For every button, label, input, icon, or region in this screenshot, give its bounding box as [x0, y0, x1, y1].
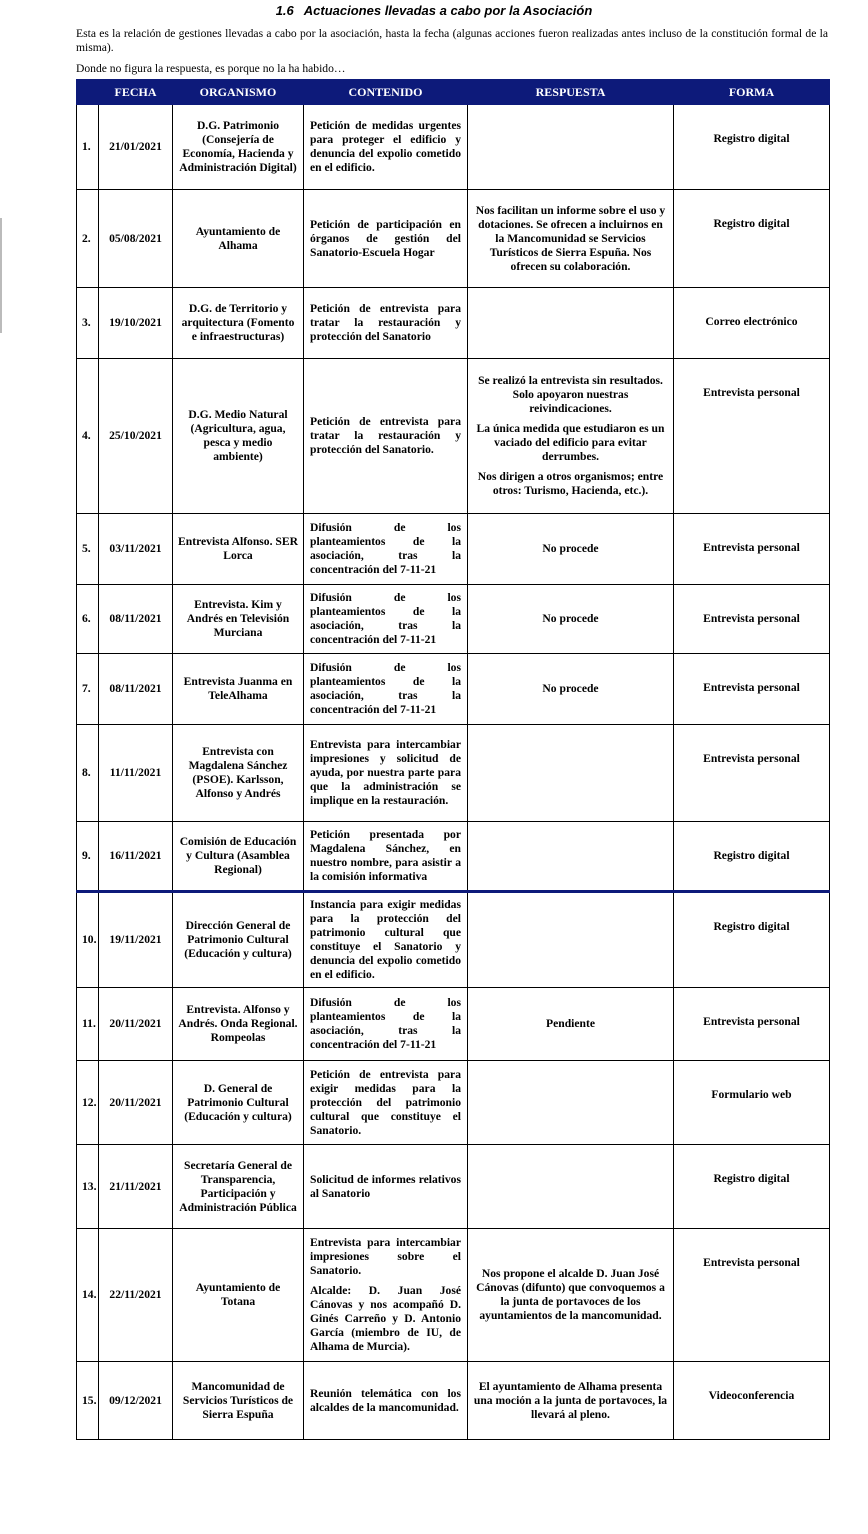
row-number: 3.: [77, 288, 99, 359]
row-fecha: 03/11/2021: [99, 514, 173, 585]
row-fecha: 09/12/2021: [99, 1362, 173, 1440]
row-number: 14.: [77, 1229, 99, 1362]
row-respuesta: [468, 1229, 674, 1362]
table-row: [77, 892, 830, 988]
section-number: 1.6: [275, 3, 294, 18]
row-contenido: [304, 725, 468, 822]
contenido-paragraph: Petición de entrevista para tratar la restauración y protección del Sanatorio.: [310, 415, 461, 456]
row-fecha: 20/11/2021: [99, 988, 173, 1061]
table-row: [77, 190, 830, 288]
respuesta-paragraph: No procede: [542, 612, 599, 625]
row-number: 10.: [77, 892, 99, 988]
row-contenido: [304, 822, 468, 892]
respuesta-paragraph: Nos facilitan un informe sobre el uso y dotaciones. Se ofrecen a incluirnos en la Mancomunidad se Servicios Turísticos de Sierra Espuña. Nos ofrecen su colaboración.: [475, 203, 666, 273]
section-heading: [0, 3, 868, 18]
row-respuesta: [468, 585, 674, 654]
row-contenido: [304, 988, 468, 1061]
contenido-paragraph: Petición de entrevista para tratar la restauración y protección del Sanatorio: [310, 302, 461, 343]
row-forma: Registro digital: [674, 105, 830, 190]
header-organismo: ORGANISMO: [173, 80, 304, 105]
row-organismo: D.G. Patrimonio (Consejería de Economía, Hacienda y Administración Digital): [173, 105, 304, 190]
contenido-paragraph: Difusión de los planteamientos de la asociación, tras la concentración del 7-11-21: [310, 661, 461, 716]
contenido-paragraph: Instancia para exigir medidas para la protección del patrimonio cultural que constituye el Sanatorio y denuncia del expolio cometido en el edificio.: [310, 898, 461, 981]
row-contenido: [304, 1061, 468, 1145]
row-forma: Registro digital: [674, 822, 830, 892]
contenido-paragraph: Petición de medidas urgentes para proteger el edificio y denuncia del expolio cometido en el edificio.: [310, 119, 461, 174]
row-contenido: [304, 892, 468, 988]
row-fecha: 05/08/2021: [99, 190, 173, 288]
respuesta-paragraph: Nos propone el alcalde D. Juan José Cánovas (difunto) que convoquemos a la junta de portavoces de los ayuntamientos de la mancomunidad.: [476, 1267, 665, 1322]
row-forma: Formulario web: [674, 1061, 830, 1145]
row-organismo: Entrevista Juanma en TeleAlhama: [173, 654, 304, 725]
row-fecha: 22/11/2021: [99, 1229, 173, 1362]
row-number: 8.: [77, 725, 99, 822]
row-fecha: 20/11/2021: [99, 1061, 173, 1145]
row-fecha: 19/10/2021: [99, 288, 173, 359]
row-respuesta: [468, 1061, 674, 1145]
contenido-paragraph: Alcalde: D. Juan José Cánovas y nos acompañó D. Ginés Carreño y D. Antonio García (miembro de IU, de Alhama de Murcia).: [310, 1284, 461, 1353]
row-organismo: Mancomunidad de Servicios Turísticos de Sierra Espuña: [173, 1362, 304, 1440]
respuesta-paragraph: No procede: [542, 682, 599, 695]
row-fecha: 21/01/2021: [99, 105, 173, 190]
table-row: [77, 514, 830, 585]
table-body: [77, 105, 830, 1440]
row-organismo: Secretaría General de Transparencia, Participación y Administración Pública: [173, 1145, 304, 1229]
row-forma: Entrevista personal: [674, 654, 830, 725]
contenido-paragraph: Solicitud de informes relativos al Sanatorio: [310, 1172, 461, 1200]
margin-rule: [0, 218, 2, 333]
row-contenido: [304, 359, 468, 514]
row-forma: Registro digital: [674, 892, 830, 988]
row-contenido: [304, 514, 468, 585]
row-forma: Entrevista personal: [674, 988, 830, 1061]
table-row: [77, 1229, 830, 1362]
row-contenido: [304, 1362, 468, 1440]
row-organismo: Ayuntamiento de Alhama: [173, 190, 304, 288]
contenido-paragraph: Petición de participación en órganos de gestión del Sanatorio-Escuela Hogar: [310, 217, 461, 259]
row-respuesta: [468, 288, 674, 359]
row-contenido: [304, 190, 468, 288]
row-respuesta: [468, 359, 674, 514]
row-fecha: 08/11/2021: [99, 654, 173, 725]
header-contenido: CONTENIDO: [304, 80, 468, 105]
row-number: 2.: [77, 190, 99, 288]
contenido-paragraph: Entrevista para intercambiar impresiones y solicitud de ayuda, por nuestra parte para que la administración se implique en la restauración.: [310, 738, 461, 807]
contenido-paragraph: Entrevista para intercambiar impresiones sobre el Sanatorio.: [310, 1236, 461, 1277]
row-fecha: 08/11/2021: [99, 585, 173, 654]
respuesta-paragraph: Se realizó la entrevista sin resultados. Solo apoyaron nuestras reivindicaciones.: [478, 374, 663, 415]
row-organismo: Entrevista. Alfonso y Andrés. Onda Regional. Rompeolas: [173, 988, 304, 1061]
row-contenido: [304, 585, 468, 654]
row-forma: Videoconferencia: [674, 1362, 830, 1440]
respuesta-paragraph: Nos dirigen a otros organismos; entre otros: Turismo, Hacienda, etc.).: [477, 470, 664, 497]
row-organismo: Entrevista Alfonso. SER Lorca: [173, 514, 304, 585]
row-number: 15.: [77, 1362, 99, 1440]
table-header-row: [77, 80, 830, 105]
table-row: [77, 822, 830, 892]
contenido-paragraph: Petición presentada por Magdalena Sánchez, en nuestro nombre, para asistir a la comisión informativa: [310, 828, 461, 883]
row-forma: Entrevista personal: [674, 514, 830, 585]
contenido-paragraph: Reunión telemática con los alcaldes de la mancomunidad.: [310, 1386, 461, 1414]
row-contenido: [304, 1145, 468, 1229]
respuesta-paragraph: Pendiente: [546, 1017, 595, 1030]
row-number: 1.: [77, 105, 99, 190]
respuesta-paragraph: El ayuntamiento de Alhama presenta una moción a la junta de portavoces, la llevará al pleno.: [473, 1379, 668, 1421]
table-row: [77, 654, 830, 725]
row-respuesta: [468, 1362, 674, 1440]
row-respuesta: [468, 190, 674, 288]
row-organismo: Entrevista con Magdalena Sánchez (PSOE). Karlsson, Alfonso y Andrés: [173, 725, 304, 822]
row-fecha: 16/11/2021: [99, 822, 173, 892]
row-forma: Entrevista personal: [674, 585, 830, 654]
respuesta-paragraph: No procede: [542, 542, 599, 555]
row-respuesta: [468, 514, 674, 585]
respuesta-paragraph: La única medida que estudiaron es un vaciado del edificio para evitar derrumbes.: [476, 422, 665, 463]
row-forma: Correo electrónico: [674, 288, 830, 359]
table-row: [77, 988, 830, 1061]
row-number: 12.: [77, 1061, 99, 1145]
row-respuesta: [468, 1145, 674, 1229]
row-contenido: [304, 654, 468, 725]
row-fecha: 25/10/2021: [99, 359, 173, 514]
row-forma: Entrevista personal: [674, 1229, 830, 1362]
contenido-paragraph: Difusión de los planteamientos de la asociación, tras la concentración del 7-11-21: [310, 591, 461, 646]
header-fecha: FECHA: [99, 80, 173, 105]
header-number: [77, 80, 99, 105]
table-row: [77, 585, 830, 654]
row-forma: Entrevista personal: [674, 725, 830, 822]
table-row: [77, 105, 830, 190]
row-fecha: 21/11/2021: [99, 1145, 173, 1229]
contenido-paragraph: Difusión de los planteamientos de la asociación, tras la concentración del 7-11-21: [310, 521, 461, 576]
table-row: [77, 1362, 830, 1440]
row-contenido: [304, 288, 468, 359]
row-respuesta: [468, 822, 674, 892]
row-organismo: Comisión de Educación y Cultura (Asamblea Regional): [173, 822, 304, 892]
row-contenido: [304, 105, 468, 190]
row-organismo: Dirección General de Patrimonio Cultural (Educación y cultura): [173, 892, 304, 988]
contenido-paragraph: Petición de entrevista para exigir medidas para la protección del patrimonio cultural que constituye el Sanatorio.: [310, 1067, 461, 1137]
row-respuesta: [468, 892, 674, 988]
row-fecha: 19/11/2021: [99, 892, 173, 988]
row-contenido: [304, 1229, 468, 1362]
row-respuesta: [468, 654, 674, 725]
row-number: 6.: [77, 585, 99, 654]
row-organismo: D. General de Patrimonio Cultural (Educación y cultura): [173, 1061, 304, 1145]
row-number: 7.: [77, 654, 99, 725]
row-forma: Registro digital: [674, 1145, 830, 1229]
section-title: Actuaciones llevadas a cabo por la Asociación: [303, 3, 593, 18]
row-organismo: D.G. de Territorio y arquitectura (Fomento e infraestructuras): [173, 288, 304, 359]
row-forma: Entrevista personal: [674, 359, 830, 514]
row-forma: Registro digital: [674, 190, 830, 288]
row-number: 9.: [77, 822, 99, 892]
table-row: [77, 288, 830, 359]
row-organismo: D.G. Medio Natural (Agricultura, agua, pesca y medio ambiente): [173, 359, 304, 514]
row-respuesta: [468, 725, 674, 822]
table-row: [77, 1145, 830, 1229]
row-organismo: Entrevista. Kim y Andrés en Televisión Murciana: [173, 585, 304, 654]
intro-paragraph: Esta es la relación de gestiones llevadas a cabo por la asociación, hasta la fecha (algunas acciones fueron realizadas antes incluso de la constitución formal de la misma).: [76, 27, 828, 54]
row-number: 5.: [77, 514, 99, 585]
header-forma: FORMA: [674, 80, 830, 105]
header-respuesta: RESPUESTA: [468, 80, 674, 105]
row-fecha: 11/11/2021: [99, 725, 173, 822]
note-paragraph: Donde no figura la respuesta, es porque no la ha habido…: [76, 62, 346, 75]
row-organismo: Ayuntamiento de Totana: [173, 1229, 304, 1362]
table-row: [77, 1061, 830, 1145]
contenido-paragraph: Difusión de los planteamientos de la asociación, tras la concentración del 7-11-21: [310, 996, 461, 1051]
row-number: 13.: [77, 1145, 99, 1229]
row-number: 11.: [77, 988, 99, 1061]
actions-table: [76, 79, 830, 1440]
row-respuesta: [468, 105, 674, 190]
row-respuesta: [468, 988, 674, 1061]
table-row: [77, 725, 830, 822]
table-row: [77, 359, 830, 514]
row-number: 4.: [77, 359, 99, 514]
